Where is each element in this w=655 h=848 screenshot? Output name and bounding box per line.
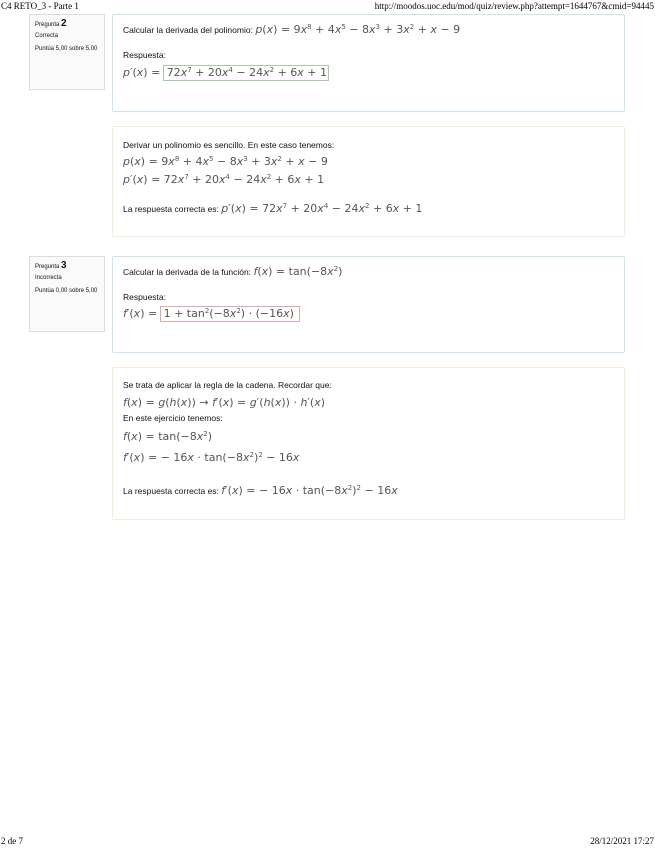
answer-label: Respuesta:	[123, 292, 166, 302]
right-answer-label: La respuesta correcta es:	[123, 204, 219, 214]
question-3-formulation	[112, 256, 625, 353]
feedback-line: $f(x) = \tan(-8x^2)$	[123, 430, 213, 443]
page-counter: 2 de 7	[1, 836, 23, 846]
print-header-title: C4 RETO_3 - Parte 1	[1, 1, 79, 11]
answer-prefix: f′(x) =	[123, 307, 158, 320]
question-info-3	[29, 256, 105, 332]
question-state: Correcta	[35, 33, 59, 39]
feedback-line: $p(x) = 9x^8 + 4x^5 - 8x^3 + 3x^2 + x - 9$	[123, 155, 328, 168]
feedback-rule: f(x) = g(h(x)) → f′(x) = g′(h(x)) · h′(x)	[123, 396, 326, 409]
question-prompt: Calcular la derivada de la función:	[123, 267, 252, 277]
question-grade: Puntúa 5,00 sobre 5,00	[35, 46, 98, 52]
feedback-line: f′(x) = − $16x \cdot \tan(-8x^2)^2 - 16x$	[123, 451, 300, 464]
right-answer-label: La respuesta correcta es:	[123, 486, 219, 496]
question-2-feedback	[112, 126, 625, 237]
question-info-2	[29, 14, 105, 90]
question-2-formulation	[112, 14, 625, 112]
print-timestamp: 28/12/2021 17:27	[590, 836, 654, 846]
answer-prefix: p′(x) =	[123, 66, 161, 79]
feedback-mid: En este ejercicio tenemos:	[123, 413, 223, 423]
question-state: Incorrecta	[35, 275, 62, 281]
question-prompt: Calcular la derivada del polinomio:	[123, 25, 253, 35]
question-3-feedback	[112, 367, 625, 520]
right-answer-math: $p'(x) = 72x^7 + 20x^4 - 24x^2 + 6x + 1$	[221, 202, 423, 215]
feedback-line: $p'(x) = 72x^7 + 20x^4 - 24x^2 + 6x + 1$	[123, 173, 325, 186]
answer-input[interactable]: $72x^7 + 20x^4 - 24x^2 + 6x + 1$	[163, 65, 329, 81]
prompt-math: $f(x) = \tan(-8x^2)$	[253, 265, 343, 278]
answer-input[interactable]: $1 + \tan^2(-8x^2) \cdot (-16x)$	[160, 306, 300, 322]
feedback-intro: Se trata de aplicar la regla de la cadena. Recordar que:	[123, 380, 332, 390]
right-answer-math: f′(x) = − $16x \cdot \tan(-8x^2)^2 - 16x$	[221, 484, 398, 497]
answer-label: Respuesta:	[123, 50, 166, 60]
question-number: Pregunta 2	[35, 18, 67, 29]
question-number: Pregunta 3	[35, 260, 67, 271]
prompt-math: $p(x) = 9x^8 + 4x^5 - 8x^3 + 3x^2 + x - 9$	[255, 23, 461, 36]
print-header-url: http://moodos.uoc.edu/mod/quiz/review.php?attempt=1644767&cmid=94445	[374, 1, 654, 11]
question-grade: Puntúa 0,00 sobre 5,00	[35, 288, 98, 294]
feedback-intro: Derivar un polinomio es sencillo. En este caso tenemos:	[123, 140, 335, 150]
